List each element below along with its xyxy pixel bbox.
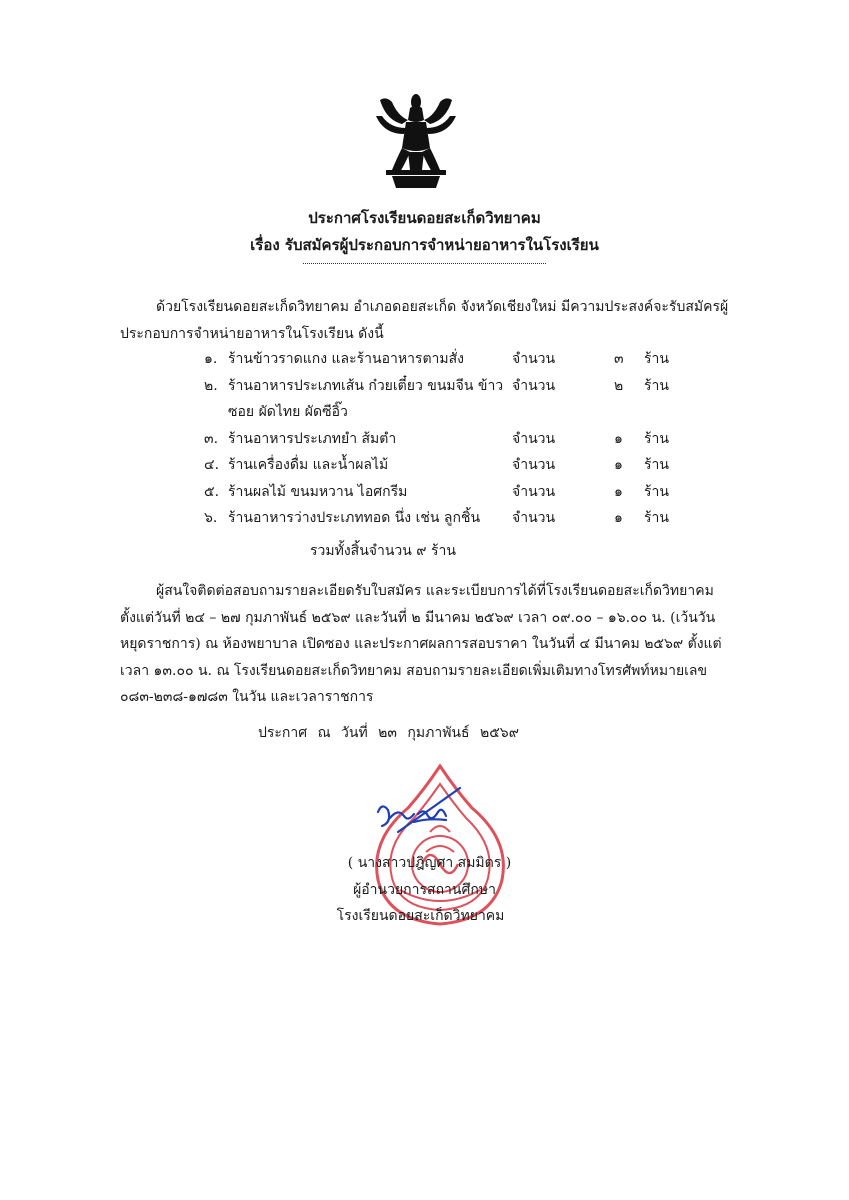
list-item: ๔. ร้านเครื่องดื่ม และน้ำผลไม้ จำนวน ๑ ร้าน xyxy=(204,457,669,473)
list-item: ๒. ร้านอาหารประเภทเส้น ก๋วยเตี๋ยว ขนมจีน ข้าวซอย ผัดไทย ผัดซีอิ๊ว จำนวน ๒ ร้าน xyxy=(204,377,669,420)
garuda-emblem-icon xyxy=(372,90,460,190)
title-dotted-divider xyxy=(303,263,546,264)
list-item: ๕. ร้านผลไม้ ขนมหวาน ไอศกรีม จำนวน ๑ ร้าน xyxy=(204,483,669,500)
announce-date: ประกาศ ณ วันที่ ๒๓ กุมภาพันธ์ ๒๕๖๙ xyxy=(258,725,519,741)
document-subject: เรื่อง รับสมัครผู้ประกอบการจำหน่ายอาหารในโรงเรียน xyxy=(250,236,599,254)
vendor-list xyxy=(204,346,684,532)
intro-paragraph: ด้วยโรงเรียนดอยสะเก็ดวิทยาคม อำเภอดอยสะเก็ด จังหวัดเชียงใหม่ มีความประสงค์จะรับสมัครผู้ประกอบการจำหน่ายอาหารในโรงเรียน ดังนี้ xyxy=(120,299,729,342)
signatory-school: โรงเรียนดอยสะเก็ดวิทยาคม xyxy=(336,908,505,924)
signatory-position: ผู้อำนวยการสถานศึกษา xyxy=(353,882,496,898)
list-item: ๓. ร้านอาหารประเภทยำ ส้มตำ จำนวน ๑ ร้าน xyxy=(204,430,669,447)
signatory-name: ( นางสาวปฎิญศา สมมิตร ) xyxy=(347,855,512,871)
signature-icon xyxy=(368,782,468,842)
details-paragraph: ผู้สนใจติดต่อสอบถามรายละเอียดรับใบสมัคร และระเบียบการได้ที่โรงเรียนดอยสะเก็ดวิทยาคม ตั้งแต่วันที่ ๒๔ – ๒๗ กุมภาพันธ์ ๒๕๖๙ และวันที่ ๒ มีนาคม ๒๕๖๙ เวลา ๐๙.๐๐ – ๑๖.๐๐ น. (เว้นวันหยุดราชการ) ณ ห้องพยาบาล เปิดซอง และประกาศผลการสอบราคา ในวันที่ ๔ มีนาคม ๒๕๖๙ ตั้งแต่เวลา ๑๓.๐๐ น. ณ โรงเรียนดอยสะเก็ดวิทยาคม สอบถามรายละเอียดเพิ่มเติมทางโทรศัพท์หมายเลข ๐๘๓-๒๓๘-๑๗๘๓ ในวัน และเวลาราชการ xyxy=(120,583,722,705)
document-title: ประกาศโรงเรียนดอยสะเก็ดวิทยาคม xyxy=(308,209,541,227)
list-item: ๖. ร้านอาหารว่างประเภททอด นึ่ง เช่น ลูกชิ้น จำนวน ๑ ร้าน xyxy=(204,510,669,526)
list-item: ๑. ร้านข้าวราดแกง และร้านอาหารตามสั่ง จำนวน ๓ ร้าน xyxy=(204,351,669,367)
total-count: รวมทั้งสิ้นจำนวน ๙ ร้าน xyxy=(310,543,456,559)
